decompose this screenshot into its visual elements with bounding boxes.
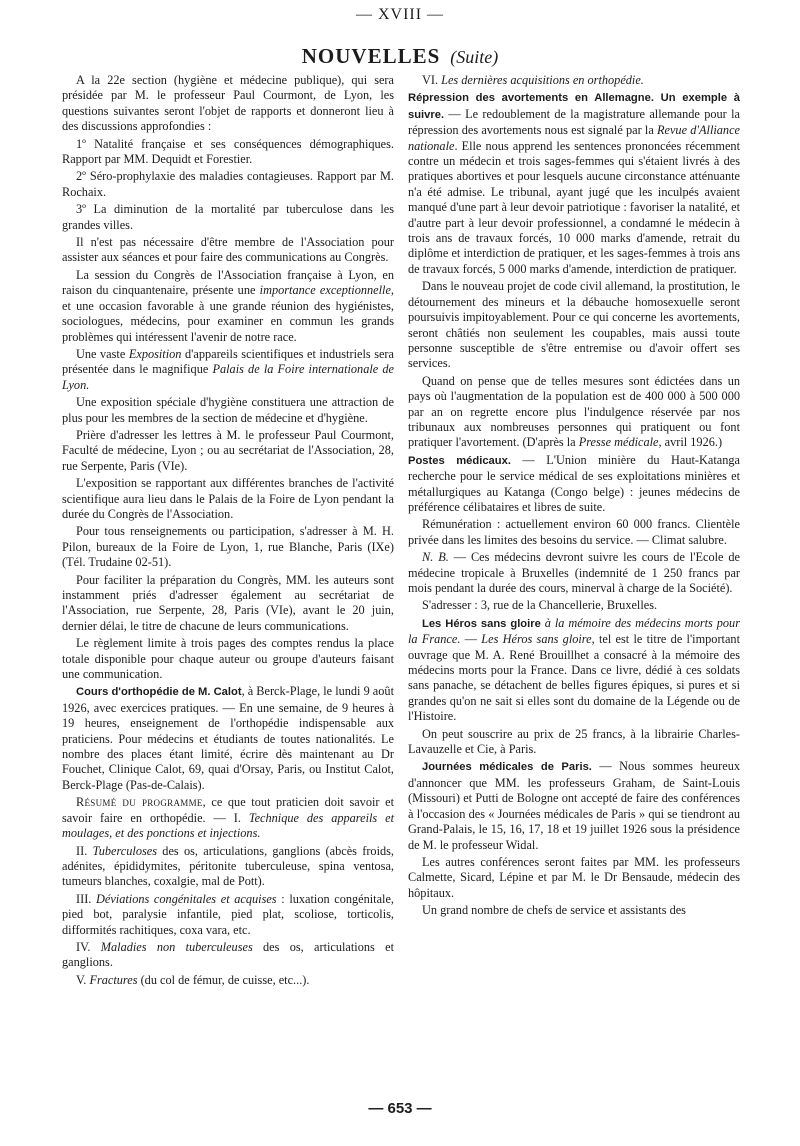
paragraph-question-1: 1º Natalité française et ses conséquences démographiques. Rapport par MM. Dequidt et Forestier. — [62, 136, 394, 167]
page-title-suffix: (Suite) — [450, 47, 499, 67]
paragraph-other-conferences: Les autres conférences seront faites par MM. les professeurs Calmette, Sicard, Lépine et par M. le Dr Bensaude, médecin des hôpitaux. — [408, 854, 740, 900]
paragraph-subscription: On peut souscrire au prix de 25 francs, à la librairie Charles-Lavauzelle et Cie, à Paris. — [408, 726, 740, 757]
paragraph-remuneration: Rémunération : actuellement environ 60 000 francs. Clientèle privée dans les limites des besoins du service. — Climat salubre. — [408, 517, 740, 547]
paragraph-exposition: Une vaste Exposition d'appareils scientifiques et industriels sera présentée dans le magnifique Palais de la Foire internationale de Lyon. — [62, 346, 394, 392]
paragraph-civil-code: Dans le nouveau projet de code civil allemand, la prostitution, le détournement des mineurs et la débauche homosexuelle seront poursuivis impitoyablement. Pour ce qui concerne les avortements, seront châtiés non seulement les coupables, mais aussi toute personne susceptible de s'être entremise ou d'avoir offert ses services. — [408, 279, 740, 371]
medical-days-heading: Journées médicales de Paris. — [422, 761, 592, 774]
heroes-heading: Les Héros sans gloire — [422, 617, 541, 630]
paragraph-program-iii: III. Déviations congénitales et acquises : luxation congénitale, pied bot, paralysie infantile, pied plat, scoliose, torticolis, difformités rachitiques, coxa vara, etc. — [62, 891, 395, 937]
paragraph-orthopedics-course: Cours d'orthopédie de M. Calot, à Berck-Plage, le lundi 9 août 1926, avec exercices pratiques. — En une semaine, de 9 heures à 19 heures, enseignement de l'orthopédie indispensable aux praticiens. Pour médecins et étudiants de toutes nationalités. Le nombre des places étant limité, écrire dès maintenant au Dr Fouchet, Clinique Calot, 69, quai d'Orsay, Paris, ou Institut Calot, Berck-Plage (Pas-de-Calais). — [62, 684, 394, 792]
page-number: — 653 — — [368, 1100, 432, 1117]
paragraph-nota-bene: N. B. — Ces médecins devront suivre les cours de l'Ecole de médecine tropicale à Bruxelles (indemnité de 1 250 francs par mois pendant la durée des cours, minerval à charge de la Société). — [408, 550, 741, 595]
paragraph-rules: Le règlement limite à trois pages des comptes rendus la place totale disponible pour chaque auteur ou groupe d'auteurs faisant une communication. — [62, 636, 394, 682]
left-column — [62, 73, 394, 990]
right-column — [408, 73, 740, 921]
paragraph-population: Quand on pense que de telles mesures sont édictées dans un pays où l'augmentation de la population est de 400 000 à 500 000 par an on regrette encore plus l'indulgence réservée par nos tribunaux aux nombreuses personnes qui pratiquent ou font pratiquer l'avortement. (D'après la Presse médicale, avril 1926.) — [408, 373, 740, 450]
page-heading — [0, 44, 800, 69]
paragraph-exposition-location: L'exposition se rapportant aux différentes branches de l'activité scientifique aura lieu dans le Palais de la Foire de Lyon pendant la durée du Congrès de l'Association. — [62, 476, 394, 521]
paragraph-department-heads: Un grand nombre de chefs de service et assistants des — [422, 903, 686, 918]
paragraph-program-v: V. Fractures (du col de fémur, de cuisse, etc...). — [76, 972, 310, 987]
orthopedics-course-heading: Cours d'orthopédie de M. Calot — [76, 686, 242, 699]
paragraph-medical-days: Journées médicales de Paris. — Nous sommes heureux d'annoncer que MM. les professeurs Graham, de Saint-Louis (Missouri) et Putti de Bologne ont accepté de faire des conférences à l'occasion des « Journées médicales de Paris » qui se tiendront au Grand-Palais, le 15, 16, 17, 18 et 19 juillet 1926 sous la présidence de M. le professeur Widal. — [408, 759, 740, 852]
paragraph-medical-posts: Postes médicaux. — L'Union minière du Haut-Katanga recherche pour le service médical de ses exploitations minières et métallurgiques au Katanga (Congo belge) : jeunes médecins de préférence célibataires et libres de suite. — [408, 452, 740, 514]
paragraph-heroes-without-glory: Les Héros sans gloire à la mémoire des médecins morts pour la France. — Les Héros sans gloire, tel est le titre de l'important ouvrage que M. A. René Brouillhet a consacré à la mémoire des médecins morts pour la France. Dans ce livre, dédié à ces soldats sans panache, se détachent de belles figures épiques, si pures et si grandes qu'on ne sait si elles sont du domaine de la Légende ou de l'Histoire. — [408, 615, 740, 724]
paragraph-question-3: 3º La diminution de la mortalité par tuberculose dans les grandes villes. — [62, 202, 394, 232]
section-roman-numeral: — XVIII — — [355, 6, 445, 23]
paragraph-abortion-repression: Répression des avortements en Allemagne. Un exemple à suivre. — Le redoublement de la magistrature allemande pour la répression des avortements nous est signalé par la Revue d'Alliance nationale. Elle nous apprend les sentences prononcées récemment contre un médecin et trois sages-femmes qui s'étaient livrés à des pratiques abortives et pour lesquels aucune circonstance atténuante n'a été admise. Le tribunal, ayant jugé que les inculpés avaient manqué d'une part à leur devoir patriotique : favoriser la natalité, et d'autre part à leur devoir professionnel, a condamné le médecin à trois ans de travaux forcés, 10 000 marks d'amende, retrait du diplôme et interdiction de pratiquer, et les sages-femmes à trois ans de travaux forcés, 5 000 marks d'amende, interdiction de pratiquer. — [408, 92, 740, 276]
paragraph-information: Pour tous renseignements ou participation, s'adresser à M. H. Pilon, bureaux de la Foire de Lyon, 1, rue Blanche, Paris (IXe) (Tél. Trudaine 02-51). — [62, 524, 394, 570]
paragraph-hygiene-exposition: Une exposition spéciale d'hygiène constituera une attraction de plus pour les membres de la section de médecine et d'hygiène. — [62, 395, 394, 425]
paragraph-question-2: 2º Séro-prophylaxie des maladies contagieuses. Rapport par M. Rochaix. — [62, 169, 394, 199]
page-title: NOUVELLES — [301, 44, 441, 68]
abortion-repression-heading: Répression des avortements en Allemagne. Un exemple à suivre. — [408, 92, 740, 121]
paragraph-program-ii: II. Tuberculoses des os, articulations, ganglions (abcès froids, adénites, épididymites, péritonite tuberculeuse, spina ventosa, tumeurs blanches, coxalgie, mal de Pott). — [62, 843, 395, 889]
paragraph-session: La session du Congrès de l'Association française à Lyon, en raison du cinquantenaire, présente une importance exceptionnelle, et une occasion favorable à une grande réunion des hygiénistes, sociologues, médecins, pour examiner en commun les grands problèmes qui intéressent l'avenir de notre race. — [62, 267, 394, 344]
paragraph-contact-address: S'adresser : 3, rue de la Chancellerie, Bruxelles. — [422, 598, 658, 613]
paragraph-submission: Pour faciliter la préparation du Congrès, MM. les auteurs sont instamment priés d'adresser également au secrétariat de l'Association, rue Serpente, 28, Paris (VIe), avant le 20 juin, dernier délai, le titre de chacune de leurs communications. — [62, 572, 394, 633]
paragraph-program-vi: VI. Les dernières acquisitions en orthopédie. — [422, 73, 644, 87]
paragraph-congress-section: A la 22e section (hygiène et médecine publique), qui sera présidée par M. le professeur Paul Courmont, de Lyon, les questions suivantes seront l'objet de rapports et donneront lieu à des discussions approfondies : — [62, 73, 394, 134]
medical-posts-heading: Postes médicaux. — [408, 454, 511, 467]
paragraph-program-summary: Résumé du programme, ce que tout praticien doit savoir et savoir faire en orthopédie. — I. Technique des appareils et moulages, et des ponctions et injections. — [62, 795, 394, 841]
paragraph-membership: Il n'est pas nécessaire d'être membre de l'Association pour assister aux séances et pour faire des communications au Congrès. — [62, 235, 394, 265]
paragraph-program-iv: IV. Maladies non tuberculeuses des os, articulations et ganglions. — [62, 939, 394, 970]
paragraph-letters-address: Prière d'adresser les lettres à M. le professeur Paul Courmont, Faculté de médecine, Lyon ; ou au secrétariat de l'Association, 28, rue Serpente, Paris (VIe). — [62, 427, 394, 473]
